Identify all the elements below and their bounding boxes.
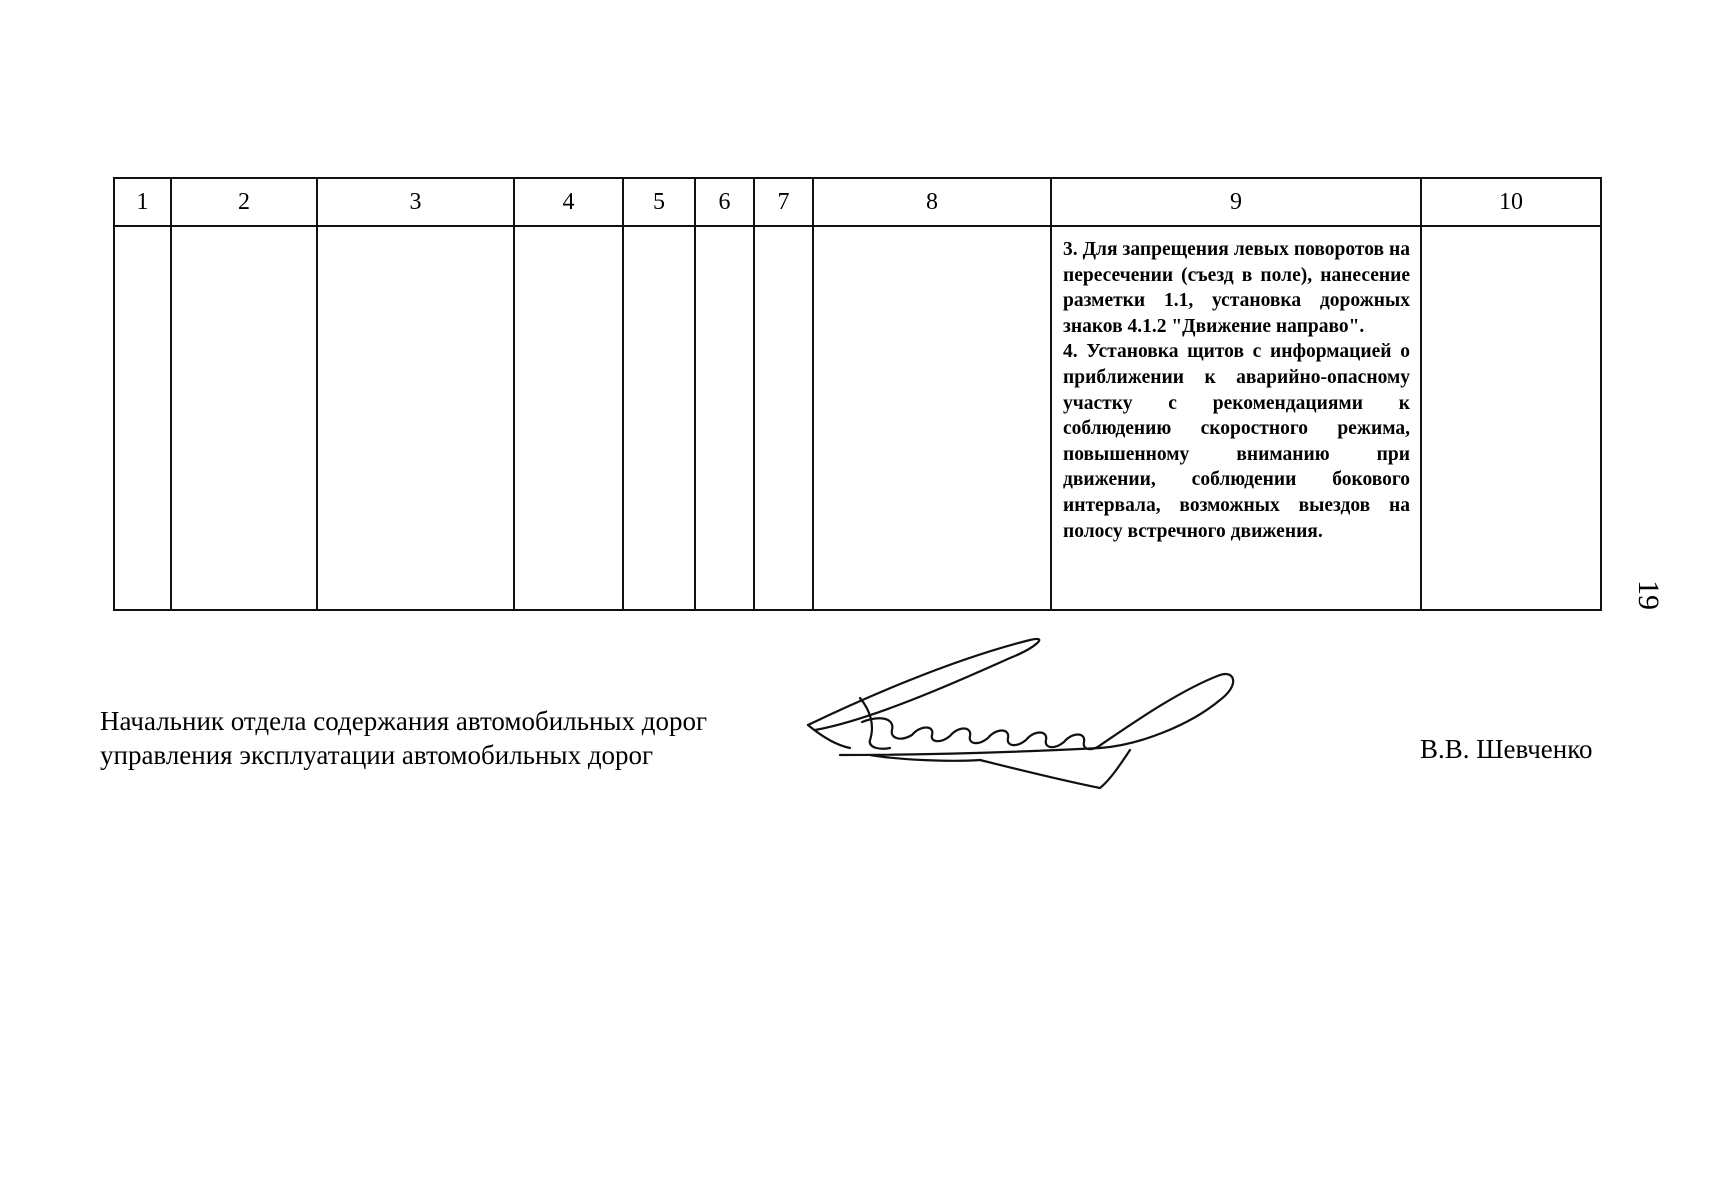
data-table (113, 177, 1602, 611)
column-header-7: 7 (754, 178, 813, 226)
cell-col-5 (623, 226, 695, 610)
column-header-2: 2 (171, 178, 317, 226)
signatory-position (100, 704, 707, 772)
signatory-position-line-1: Начальник отдела содержания автомобильных дорог (100, 706, 708, 736)
column-header-9: 9 (1051, 178, 1421, 226)
cell-col-2 (171, 226, 317, 610)
cell-col-3 (317, 226, 514, 610)
column-header-6: 6 (695, 178, 754, 226)
measure-item-3: 3. Для запрещения левых поворотов на пересечении (съезд в поле), нанесение разметки 1.1, установка дорожных знаков 4.1.2 "Движение направо". (1063, 239, 1410, 337)
cell-col-9 (1051, 226, 1421, 610)
cell-col-7 (754, 226, 813, 610)
signatory-name: В.В. Шевченко (1420, 734, 1593, 764)
column-header-1: 1 (114, 178, 171, 226)
column-header-5: 5 (623, 178, 695, 226)
cell-col-6 (695, 226, 754, 610)
table-row (114, 226, 1601, 610)
column-header-8: 8 (813, 178, 1051, 226)
cell-col-8 (813, 226, 1051, 610)
page-number: 19 (1632, 580, 1665, 610)
measure-item-4: 4. Установка щитов с информацией о приближении к аварийно-опасному участку с рекомендациями к соблюдению скоростного режима, повышенному вниманию при движении, соблюдении бокового интервала, возможных выездов на полосу встречного движения. (1063, 341, 1410, 542)
column-header-10: 10 (1421, 178, 1601, 226)
handwritten-signature (800, 630, 1280, 790)
header-row (114, 178, 1601, 226)
cell-col-4 (514, 226, 623, 610)
cell-col-10 (1421, 226, 1601, 610)
column-header-4: 4 (514, 178, 623, 226)
cell-col-1 (114, 226, 171, 610)
signatory-position-line-2: управления эксплуатации автомобильных дорог (100, 740, 654, 770)
column-header-3: 3 (317, 178, 514, 226)
